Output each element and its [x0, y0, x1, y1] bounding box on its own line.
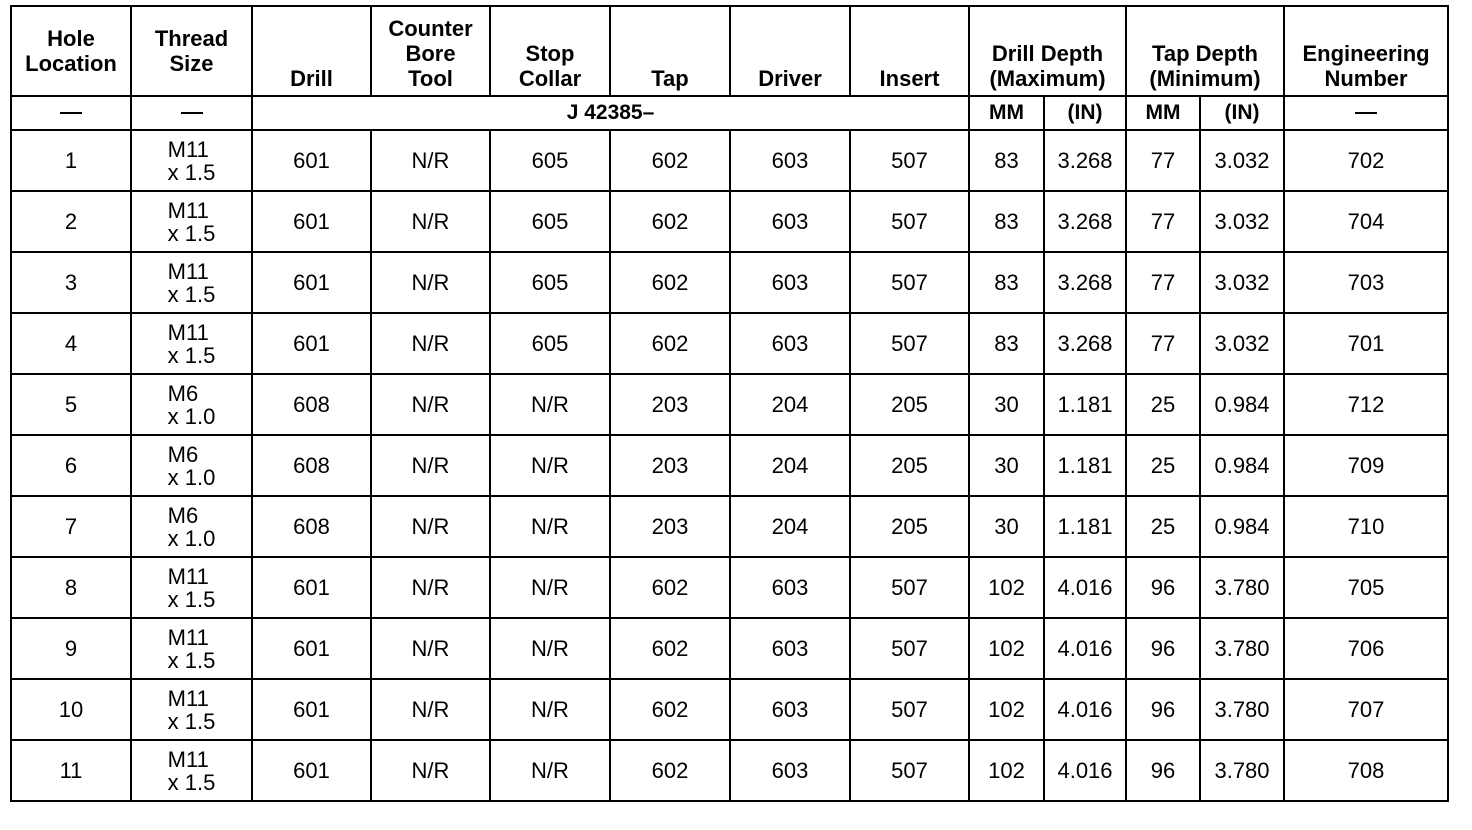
table-row: [11, 740, 1448, 801]
col-header-counter-bore-tool: [371, 6, 490, 96]
cell-tap-depth-in: 3.032: [1200, 130, 1284, 191]
cell-tap-depth-mm: 96: [1126, 679, 1200, 740]
hole-repair-spec-table: [10, 5, 1449, 802]
cell-insert: 507: [850, 191, 969, 252]
cell-counter-bore-tool: N/R: [371, 191, 490, 252]
cell-engineering-number: 712: [1284, 374, 1448, 435]
thread-size-pitch: x 1.5: [167, 220, 216, 246]
thread-size-diameter: M11: [167, 136, 209, 162]
cell-insert: 507: [850, 618, 969, 679]
cell-driver: 603: [730, 130, 850, 191]
cell-drill: 601: [252, 740, 371, 801]
tap-depth-line-2: (Minimum): [1149, 66, 1261, 91]
counter-bore-line-3: Tool: [408, 66, 453, 91]
header-row: [11, 6, 1448, 96]
cell-thread-size: [131, 191, 252, 252]
cell-tap-depth-in: 3.032: [1200, 252, 1284, 313]
cell-drill-depth-in: 3.268: [1044, 191, 1126, 252]
cell-drill-depth-mm: 102: [969, 618, 1044, 679]
thread-size-pitch: x 1.0: [167, 464, 216, 490]
thread-size-diameter: M11: [167, 624, 209, 650]
cell-drill: 601: [252, 313, 371, 374]
col-header-driver: Driver: [730, 6, 850, 96]
cell-tap: 203: [610, 496, 730, 557]
cell-driver: 603: [730, 313, 850, 374]
cell-drill-depth-in: 1.181: [1044, 374, 1126, 435]
cell-counter-bore-tool: N/R: [371, 557, 490, 618]
drill-depth-line-2: (Maximum): [989, 66, 1106, 91]
cell-drill: 608: [252, 496, 371, 557]
cell-tap-depth-mm: 77: [1126, 252, 1200, 313]
cell-thread-size: [131, 679, 252, 740]
cell-counter-bore-tool: N/R: [371, 130, 490, 191]
cell-drill-depth-in: 4.016: [1044, 618, 1126, 679]
cell-counter-bore-tool: N/R: [371, 618, 490, 679]
thread-size-pitch: x 1.5: [167, 769, 216, 795]
cell-tap: 602: [610, 313, 730, 374]
thread-size-pitch: x 1.5: [167, 342, 216, 368]
subheader-dash-hole: [11, 96, 131, 130]
cell-tap-depth-in: 3.780: [1200, 740, 1284, 801]
cell-drill-depth-mm: 83: [969, 313, 1044, 374]
thread-size-stack: [168, 443, 216, 489]
cell-tap-depth-mm: 96: [1126, 618, 1200, 679]
table-row: [11, 679, 1448, 740]
cell-thread-size: [131, 374, 252, 435]
cell-tap-depth-mm: 25: [1126, 374, 1200, 435]
cell-tap-depth-in: 3.780: [1200, 679, 1284, 740]
subheader-tap-mm: MM: [1126, 96, 1200, 130]
subheader-tap-in: (IN): [1200, 96, 1284, 130]
thread-size-pitch: x 1.5: [167, 586, 216, 612]
tap-depth-line-1: Tap Depth: [1152, 41, 1258, 66]
cell-hole-location: 10: [11, 679, 131, 740]
cell-drill-depth-in: 1.181: [1044, 496, 1126, 557]
cell-tap-depth-mm: 96: [1126, 557, 1200, 618]
subheader-dash-engineering: [1284, 96, 1448, 130]
cell-thread-size: [131, 496, 252, 557]
col-header-engineering-number: [1284, 6, 1448, 96]
thread-size-diameter: M11: [167, 746, 209, 772]
cell-tap-depth-mm: 96: [1126, 740, 1200, 801]
stop-collar-line-2: Collar: [518, 66, 582, 91]
cell-drill-depth-in: 4.016: [1044, 557, 1126, 618]
cell-insert: 507: [850, 130, 969, 191]
cell-counter-bore-tool: N/R: [371, 496, 490, 557]
cell-counter-bore-tool: N/R: [371, 374, 490, 435]
cell-drill-depth-mm: 83: [969, 191, 1044, 252]
cell-driver: 204: [730, 374, 850, 435]
cell-engineering-number: 701: [1284, 313, 1448, 374]
cell-tap: 203: [610, 435, 730, 496]
cell-drill-depth-mm: 102: [969, 679, 1044, 740]
table-row: [11, 435, 1448, 496]
table-row: [11, 313, 1448, 374]
col-header-hole-location: [11, 6, 131, 96]
table-row: [11, 252, 1448, 313]
thread-size-stack: [168, 321, 216, 367]
cell-counter-bore-tool: N/R: [371, 313, 490, 374]
cell-stop-collar: N/R: [490, 679, 610, 740]
dash-mark: [181, 112, 203, 114]
cell-insert: 205: [850, 496, 969, 557]
hole-location-line-1: Hole: [47, 26, 95, 51]
cell-engineering-number: 710: [1284, 496, 1448, 557]
cell-tap: 602: [610, 130, 730, 191]
cell-drill-depth-in: 3.268: [1044, 313, 1126, 374]
thread-size-diameter: M11: [167, 197, 209, 223]
engineering-number-line-2: Number: [1324, 66, 1408, 91]
cell-counter-bore-tool: N/R: [371, 252, 490, 313]
thread-size-pitch: x 1.5: [167, 159, 216, 185]
thread-size-stack: [168, 382, 216, 428]
cell-counter-bore-tool: N/R: [371, 740, 490, 801]
cell-tap: 602: [610, 191, 730, 252]
cell-hole-location: 2: [11, 191, 131, 252]
cell-thread-size: [131, 313, 252, 374]
cell-hole-location: 7: [11, 496, 131, 557]
cell-engineering-number: 706: [1284, 618, 1448, 679]
cell-stop-collar: 605: [490, 313, 610, 374]
cell-drill-depth-in: 3.268: [1044, 252, 1126, 313]
cell-driver: 603: [730, 618, 850, 679]
cell-stop-collar: 605: [490, 252, 610, 313]
cell-counter-bore-tool: N/R: [371, 435, 490, 496]
cell-tap-depth-mm: 25: [1126, 435, 1200, 496]
cell-thread-size: [131, 252, 252, 313]
cell-tap-depth-mm: 77: [1126, 130, 1200, 191]
col-header-drill-depth: [969, 6, 1126, 96]
cell-drill-depth-mm: 83: [969, 130, 1044, 191]
cell-tap: 602: [610, 740, 730, 801]
spec-table-sheet: [10, 5, 1447, 811]
thread-size-pitch: x 1.5: [167, 281, 216, 307]
cell-hole-location: 5: [11, 374, 131, 435]
thread-size-stack: [168, 138, 216, 184]
cell-tap: 602: [610, 252, 730, 313]
cell-hole-location: 1: [11, 130, 131, 191]
thread-size-diameter: M6: [167, 380, 199, 406]
cell-tap-depth-mm: 77: [1126, 191, 1200, 252]
counter-bore-line-1: Counter: [388, 16, 473, 41]
cell-insert: 507: [850, 679, 969, 740]
thread-size-diameter: M6: [167, 502, 199, 528]
thread-size-stack: [168, 504, 216, 550]
col-header-thread-size: [131, 6, 252, 96]
cell-insert: 507: [850, 557, 969, 618]
thread-size-stack: [168, 565, 216, 611]
cell-thread-size: [131, 557, 252, 618]
thread-size-pitch: x 1.0: [167, 525, 216, 551]
col-header-insert: Insert: [850, 6, 969, 96]
thread-size-diameter: M11: [167, 258, 209, 284]
cell-drill: 608: [252, 374, 371, 435]
cell-thread-size: [131, 130, 252, 191]
cell-driver: 204: [730, 435, 850, 496]
cell-drill-depth-mm: 102: [969, 740, 1044, 801]
thread-size-stack: [168, 260, 216, 306]
cell-drill: 601: [252, 557, 371, 618]
cell-tap: 203: [610, 374, 730, 435]
cell-driver: 603: [730, 191, 850, 252]
thread-size-diameter: M11: [167, 563, 209, 589]
cell-driver: 603: [730, 557, 850, 618]
cell-driver: 603: [730, 252, 850, 313]
cell-insert: 205: [850, 435, 969, 496]
col-header-stop-collar: [490, 6, 610, 96]
table-body: [11, 130, 1448, 801]
cell-drill-depth-mm: 30: [969, 435, 1044, 496]
cell-driver: 603: [730, 740, 850, 801]
cell-insert: 507: [850, 252, 969, 313]
subheader-tool-prefix: J 42385–: [252, 96, 969, 130]
cell-stop-collar: N/R: [490, 496, 610, 557]
cell-engineering-number: 702: [1284, 130, 1448, 191]
cell-hole-location: 8: [11, 557, 131, 618]
cell-stop-collar: N/R: [490, 618, 610, 679]
cell-drill-depth-in: 1.181: [1044, 435, 1126, 496]
cell-driver: 603: [730, 679, 850, 740]
cell-drill: 601: [252, 252, 371, 313]
cell-tap-depth-in: 0.984: [1200, 435, 1284, 496]
cell-engineering-number: 708: [1284, 740, 1448, 801]
drill-depth-line-1: Drill Depth: [991, 41, 1104, 66]
cell-insert: 205: [850, 374, 969, 435]
cell-engineering-number: 707: [1284, 679, 1448, 740]
thread-size-line-2: Size: [169, 51, 214, 76]
cell-stop-collar: N/R: [490, 740, 610, 801]
cell-stop-collar: 605: [490, 130, 610, 191]
cell-engineering-number: 704: [1284, 191, 1448, 252]
engineering-number-line-1: Engineering: [1302, 41, 1430, 66]
cell-drill: 608: [252, 435, 371, 496]
table-row: [11, 496, 1448, 557]
table-row: [11, 130, 1448, 191]
col-header-tap: Tap: [610, 6, 730, 96]
cell-tap-depth-in: 0.984: [1200, 496, 1284, 557]
hole-location-line-2: Location: [25, 51, 117, 76]
cell-engineering-number: 703: [1284, 252, 1448, 313]
thread-size-diameter: M11: [167, 685, 209, 711]
counter-bore-line-2: Bore: [405, 41, 456, 66]
thread-size-stack: [168, 199, 216, 245]
table-row: [11, 374, 1448, 435]
cell-drill-depth-mm: 30: [969, 374, 1044, 435]
thread-size-line-1: Thread: [154, 26, 229, 51]
thread-size-stack: [168, 748, 216, 794]
table-row: [11, 557, 1448, 618]
col-header-drill: Drill: [252, 6, 371, 96]
cell-drill: 601: [252, 191, 371, 252]
subheader-drill-mm: MM: [969, 96, 1044, 130]
thread-size-diameter: M11: [167, 319, 209, 345]
thread-size-diameter: M6: [167, 441, 199, 467]
cell-tap-depth-mm: 25: [1126, 496, 1200, 557]
cell-hole-location: 3: [11, 252, 131, 313]
cell-tap-depth-in: 3.032: [1200, 313, 1284, 374]
cell-driver: 204: [730, 496, 850, 557]
cell-stop-collar: 605: [490, 191, 610, 252]
cell-tap-depth-in: 3.780: [1200, 618, 1284, 679]
cell-insert: 507: [850, 313, 969, 374]
dash-mark: [60, 112, 82, 114]
cell-stop-collar: N/R: [490, 435, 610, 496]
cell-hole-location: 9: [11, 618, 131, 679]
subheader-dash-thread: [131, 96, 252, 130]
cell-tap: 602: [610, 557, 730, 618]
table-row: [11, 191, 1448, 252]
subheader-row: [11, 96, 1448, 130]
cell-drill-depth-in: 3.268: [1044, 130, 1126, 191]
cell-stop-collar: N/R: [490, 374, 610, 435]
cell-drill-depth-mm: 102: [969, 557, 1044, 618]
col-header-tap-depth: [1126, 6, 1284, 96]
cell-tap-depth-in: 3.032: [1200, 191, 1284, 252]
cell-tap-depth-in: 3.780: [1200, 557, 1284, 618]
thread-size-pitch: x 1.5: [167, 647, 216, 673]
thread-size-pitch: x 1.5: [167, 708, 216, 734]
dash-mark: [1355, 112, 1377, 114]
cell-hole-location: 11: [11, 740, 131, 801]
cell-thread-size: [131, 435, 252, 496]
cell-counter-bore-tool: N/R: [371, 679, 490, 740]
stop-collar-line-1: Stop: [525, 41, 575, 66]
cell-engineering-number: 705: [1284, 557, 1448, 618]
cell-drill-depth-mm: 83: [969, 252, 1044, 313]
thread-size-stack: [168, 626, 216, 672]
cell-drill: 601: [252, 618, 371, 679]
cell-drill-depth-in: 4.016: [1044, 740, 1126, 801]
cell-tap: 602: [610, 679, 730, 740]
subheader-drill-in: (IN): [1044, 96, 1126, 130]
cell-tap-depth-mm: 77: [1126, 313, 1200, 374]
cell-drill-depth-in: 4.016: [1044, 679, 1126, 740]
cell-tap-depth-in: 0.984: [1200, 374, 1284, 435]
cell-insert: 507: [850, 740, 969, 801]
thread-size-stack: [168, 687, 216, 733]
cell-engineering-number: 709: [1284, 435, 1448, 496]
table-row: [11, 618, 1448, 679]
cell-drill: 601: [252, 130, 371, 191]
cell-hole-location: 6: [11, 435, 131, 496]
cell-hole-location: 4: [11, 313, 131, 374]
thread-size-pitch: x 1.0: [167, 403, 216, 429]
cell-drill: 601: [252, 679, 371, 740]
cell-tap: 602: [610, 618, 730, 679]
cell-thread-size: [131, 618, 252, 679]
cell-thread-size: [131, 740, 252, 801]
cell-stop-collar: N/R: [490, 557, 610, 618]
cell-drill-depth-mm: 30: [969, 496, 1044, 557]
